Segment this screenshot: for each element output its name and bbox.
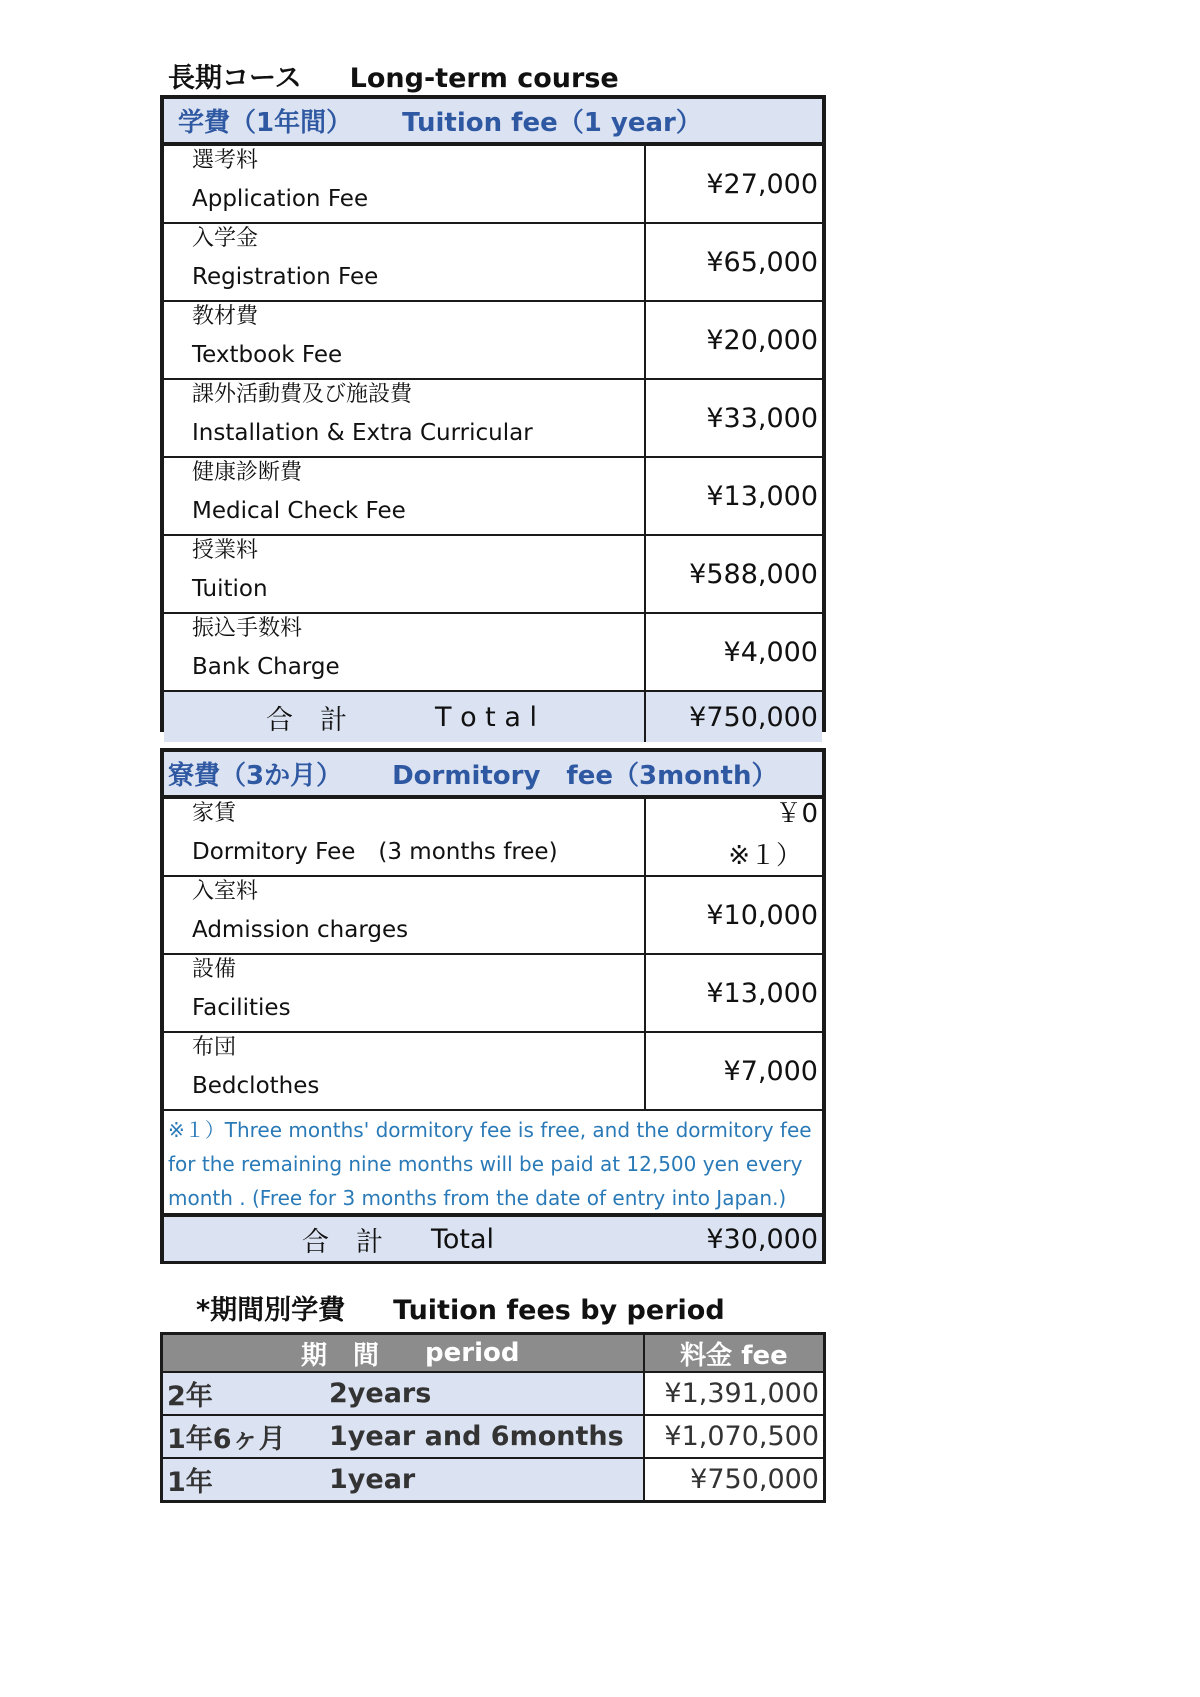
fee-amount: ¥33,000 (706, 402, 818, 434)
fee-amount: ¥7,000 (723, 1055, 818, 1087)
fee-label-jp: 入室料 (192, 879, 259, 904)
dormitory-header-en: Dormitory fee（3month） (392, 761, 778, 791)
course-heading (168, 56, 619, 95)
fee-row-installation (164, 380, 822, 458)
fee-label-en: Bank Charge (192, 654, 340, 680)
fee-label-en: Medical Check Fee (192, 498, 406, 524)
fee-row-registration (164, 224, 822, 302)
fee-label-jp: 設備 (192, 957, 237, 982)
dorm-row-bedclothes (164, 1033, 822, 1111)
period-en: 2years (329, 1378, 432, 1409)
fee-amount: ¥20,000 (706, 324, 818, 356)
fee-label-jp: 振込手数料 (192, 616, 303, 641)
period-fee-table (160, 1332, 826, 1503)
dormitory-header (164, 752, 822, 799)
period-heading-jp: *期間別学費 (196, 1295, 346, 1326)
fee-amount: ¥4,000 (723, 636, 818, 668)
fee-head: 料金 fee (680, 1340, 788, 1371)
period-fee: ¥1,070,500 (664, 1421, 819, 1452)
fee-label-en: Textbook Fee (192, 342, 343, 368)
fee-row-medical (164, 458, 822, 536)
course-heading-jp: 長期コース (168, 63, 302, 94)
fee-row-textbook (164, 302, 822, 380)
total-label-jp: 合 計 (302, 1226, 383, 1258)
period-jp: 1年 (167, 1467, 213, 1498)
dormitory-total-amount: ¥30,000 (706, 1223, 818, 1255)
tuition-total-row (164, 690, 822, 742)
total-label-jp: 合 計 (266, 704, 347, 736)
fee-label-jp: 家賃 (192, 801, 237, 826)
fee-label-en: Facilities (192, 995, 291, 1021)
dorm-row-rent (164, 799, 822, 877)
fee-amount: ¥13,000 (706, 977, 818, 1009)
period-row (163, 1373, 823, 1416)
dorm-row-admission (164, 877, 822, 955)
period-jp: 1年6ヶ月 (167, 1424, 286, 1455)
fee-label-en: Bedclothes (192, 1073, 320, 1099)
fee-amount: ¥588,000 (689, 558, 818, 590)
tuition-total-amount: ¥750,000 (689, 701, 818, 733)
dormitory-table (160, 748, 826, 1264)
fee-label-jp: 布団 (192, 1035, 237, 1060)
fee-label-jp: 教材費 (192, 304, 259, 329)
period-row (163, 1459, 823, 1500)
fee-row-bank-charge (164, 614, 822, 690)
period-head-jp: 期 間 (301, 1340, 380, 1371)
period-row (163, 1416, 823, 1459)
tuition-header (164, 99, 822, 146)
period-fee: ¥750,000 (690, 1464, 819, 1495)
period-table-header (163, 1335, 823, 1373)
period-en: 1year and 6months (329, 1421, 624, 1452)
fee-amount: ¥65,000 (706, 246, 818, 278)
dorm-row-facilities (164, 955, 822, 1033)
course-heading-en: Long-term course (349, 63, 619, 94)
tuition-header-jp: 学費（1年間） (178, 108, 353, 138)
period-heading-en: Tuition fees by period (393, 1295, 725, 1326)
rent-amount-cell (646, 799, 822, 875)
period-jp: 2年 (167, 1381, 213, 1412)
total-label-en: T o t a l (435, 701, 537, 733)
period-heading (196, 1288, 725, 1327)
tuition-header-en: Tuition fee（1 year） (402, 108, 702, 138)
fee-label-jp: 入学金 (192, 226, 259, 251)
fee-amount: ¥27,000 (706, 168, 818, 200)
fee-row-tuition (164, 536, 822, 614)
fee-amount: ￥0 (775, 799, 818, 829)
fee-label-jp: 選考料 (192, 148, 259, 173)
fee-label-en: Dormitory Fee (3 months free) (192, 839, 558, 865)
fee-label-en: Tuition (192, 576, 268, 602)
period-fee: ¥1,391,000 (664, 1378, 819, 1409)
note-reference: ※１） (728, 841, 802, 871)
fee-amount: ¥13,000 (706, 480, 818, 512)
fee-label-jp: 授業料 (192, 538, 259, 563)
fee-row-application (164, 146, 822, 224)
fee-label-en: Installation & Extra Curricular (192, 420, 533, 446)
fee-label-en: Admission charges (192, 917, 409, 943)
period-en: 1year (329, 1464, 416, 1495)
period-head-en: period (425, 1338, 520, 1368)
fee-label-jp: 課外活動費及び施設費 (192, 382, 413, 407)
fee-label-en: Application Fee (192, 186, 369, 212)
tuition-table (160, 95, 826, 736)
dormitory-total-row (164, 1213, 822, 1261)
fee-label-en: Registration Fee (192, 264, 379, 290)
fee-amount: ¥10,000 (706, 899, 818, 931)
total-label-en: Total (431, 1223, 495, 1255)
fee-label-jp: 健康診断費 (192, 460, 303, 485)
dormitory-header-jp: 寮費（3か月） (168, 761, 343, 791)
dormitory-footnote: ※１）Three months' dormitory fee is free, and the dormitory fee for the remaining nine months will be paid at 12,500 yen every month . (Free for 3 months from the date of entry into Japan.) (168, 1118, 812, 1210)
